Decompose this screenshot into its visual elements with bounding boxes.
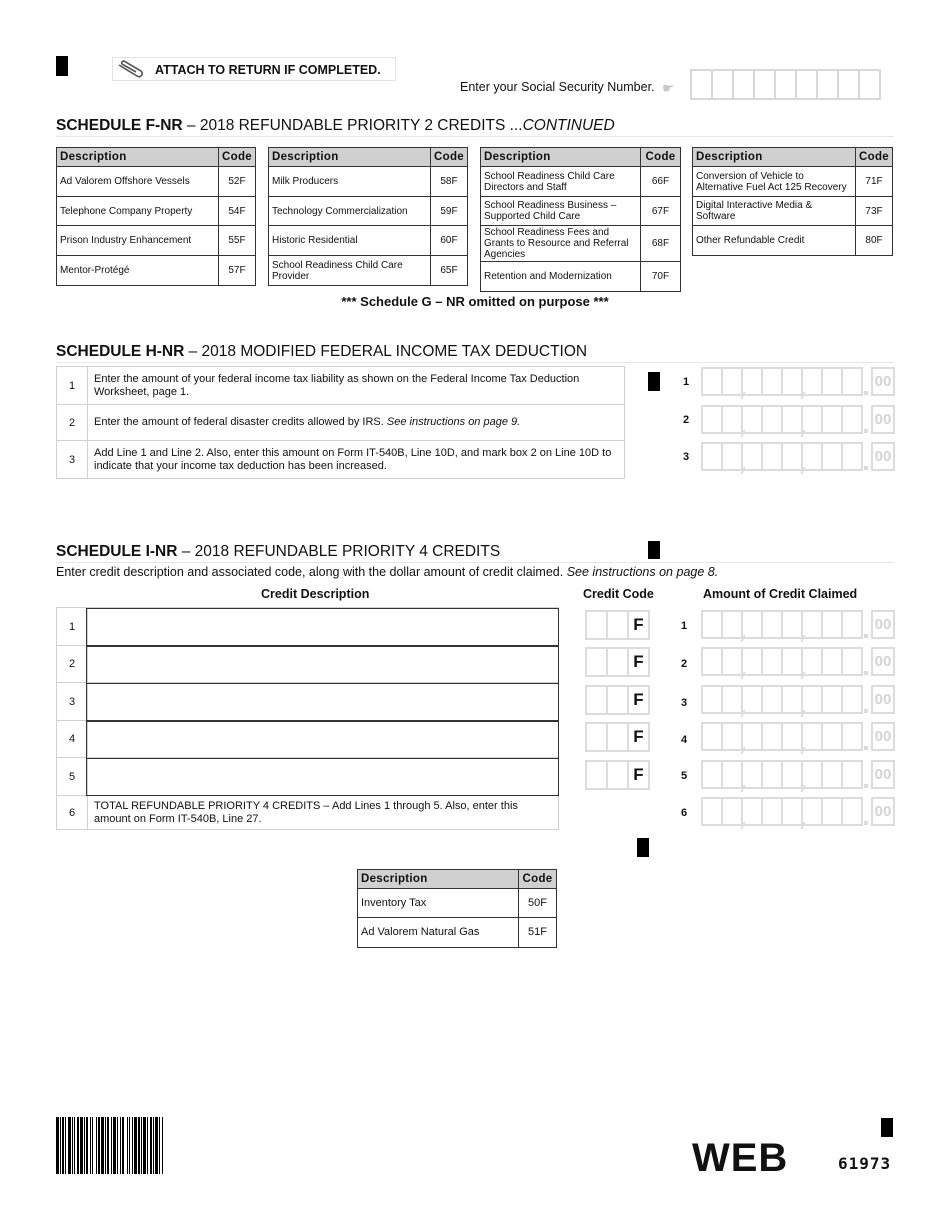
ssn-digit[interactable]	[816, 69, 839, 100]
line-label: 3	[680, 697, 688, 709]
credit-code: 50F	[519, 889, 557, 918]
column-header-amount: Amount of Credit Claimed	[703, 587, 858, 601]
schedule-g-omitted-note: *** Schedule G – NR omitted on purpose ***	[341, 294, 609, 309]
credit-description: School Readiness Child Care Provider	[269, 256, 431, 286]
amount-input-i6-total[interactable]	[701, 797, 895, 826]
cents-field: 00	[871, 797, 895, 826]
code-suffix: F	[627, 685, 650, 715]
credit-description: Technology Commercialization	[269, 197, 431, 226]
credit-description: Telephone Company Property	[57, 197, 219, 226]
credit-code: 71F	[856, 167, 893, 197]
credit-description-input[interactable]	[86, 646, 559, 684]
amount-input-h1[interactable]	[701, 367, 895, 396]
credit-code: 68F	[641, 226, 681, 262]
registration-mark-bottom-right	[881, 1118, 893, 1137]
ssn-digit[interactable]	[837, 69, 860, 100]
credit-description: Retention and Modernization	[481, 262, 641, 292]
column-header-description: Description	[57, 148, 219, 167]
credit-code-input[interactable]	[585, 722, 648, 752]
total-line-text: TOTAL REFUNDABLE PRIORITY 4 CREDITS – Add Lines 1 through 5. Also, enter this amount on Form IT-540B, Line 27.	[88, 796, 559, 830]
line-number: 6	[57, 796, 88, 830]
registration-mark-i-bottom	[637, 838, 649, 857]
schedule-h-lines	[56, 366, 625, 479]
cents-field: 00	[871, 367, 895, 396]
line-number: 4	[57, 721, 88, 758]
credit-description-input[interactable]	[86, 683, 559, 721]
line-label: 1	[680, 620, 688, 632]
credit-code: 66F	[641, 167, 681, 197]
credit-code: 54F	[219, 197, 256, 226]
amount-input-i3[interactable]	[701, 685, 895, 714]
credit-description: Mentor-Protégé	[57, 256, 219, 286]
credit-code-table-small	[357, 869, 557, 948]
registration-mark-h	[648, 372, 660, 391]
line-number: 2	[57, 646, 88, 683]
cents-field: 00	[871, 722, 895, 751]
cents-field: 00	[871, 610, 895, 639]
line-number: 3	[57, 683, 88, 721]
divider	[56, 362, 894, 363]
credit-code-input[interactable]	[585, 610, 648, 640]
line-text: Add Line 1 and Line 2. Also, enter this amount on Form IT-540B, Line 10D, and mark box 2 on Line 10D to indicate that your income tax deduction has been increased.	[88, 441, 625, 479]
schedule-h-title: SCHEDULE H-NR – 2018 MODIFIED FEDERAL INCOME TAX DEDUCTION	[56, 343, 588, 360]
credit-description: Ad Valorem Natural Gas	[358, 918, 519, 948]
column-header-credit-description: Credit Description	[261, 587, 370, 601]
ssn-digit[interactable]	[795, 69, 818, 100]
line-label: 6	[680, 807, 688, 819]
ssn-digit[interactable]	[711, 69, 734, 100]
ssn-digit[interactable]	[732, 69, 755, 100]
form-number: 61973	[838, 1154, 892, 1173]
credit-description: Digital Interactive Media & Software	[693, 197, 856, 226]
credit-description: School Readiness Child Care Directors and Staff	[481, 167, 641, 197]
divider	[56, 136, 894, 137]
column-header-code: Code	[431, 148, 468, 167]
credit-code-input[interactable]	[585, 647, 648, 677]
credit-code: 55F	[219, 226, 256, 256]
column-header-code: Code	[519, 870, 557, 889]
code-suffix: F	[627, 610, 650, 640]
schedule-i-instruction: Enter credit description and associated code, along with the dollar amount of credit claimed. See instructions on page 8.	[56, 565, 719, 579]
cents-field: 00	[871, 442, 895, 471]
code-suffix: F	[627, 647, 650, 677]
column-header-description: Description	[269, 148, 431, 167]
web-mark: WEB	[692, 1136, 789, 1180]
column-header-description: Description	[693, 148, 856, 167]
pointing-hand-icon: ☛	[662, 80, 675, 96]
ssn-input[interactable]	[690, 69, 879, 100]
amount-input-i5[interactable]	[701, 760, 895, 789]
line-label: 4	[680, 734, 688, 746]
line-label: 5	[680, 770, 688, 782]
attach-notice	[112, 57, 396, 81]
amount-input-i1[interactable]	[701, 610, 895, 639]
credit-code-table-3	[480, 147, 681, 292]
barcode	[56, 1117, 164, 1174]
line-label: 2	[682, 414, 690, 426]
ssn-label: Enter your Social Security Number.	[460, 80, 655, 94]
credit-description-input[interactable]	[86, 721, 559, 759]
credit-code-input[interactable]	[585, 685, 648, 715]
credit-description: Historic Residential	[269, 226, 431, 256]
line-number: 1	[57, 608, 88, 646]
credit-code: 70F	[641, 262, 681, 292]
cents-field: 00	[871, 685, 895, 714]
credit-code-table-4	[692, 147, 893, 256]
credit-code-table-1	[56, 147, 256, 286]
cents-field: 00	[871, 760, 895, 789]
ssn-digit[interactable]	[774, 69, 797, 100]
credit-description: School Readiness Fees and Grants to Resource and Referral Agencies	[481, 226, 641, 262]
line-number: 5	[57, 758, 88, 796]
line-number: 2	[57, 405, 88, 441]
amount-input-i2[interactable]	[701, 647, 895, 676]
credit-description-input[interactable]	[86, 608, 559, 646]
line-label: 2	[680, 658, 688, 670]
ssn-digit[interactable]	[753, 69, 776, 100]
credit-code: 65F	[431, 256, 468, 286]
column-header-code: Code	[641, 148, 681, 167]
credit-description: Milk Producers	[269, 167, 431, 197]
column-header-credit-code: Credit Code	[583, 587, 654, 601]
code-suffix: F	[627, 722, 650, 752]
credit-code: 51F	[519, 918, 557, 948]
line-number: 1	[57, 367, 88, 405]
registration-mark-i	[648, 541, 660, 559]
line-label: 3	[682, 451, 690, 463]
paperclip-icon	[115, 59, 147, 79]
credit-description: Inventory Tax	[358, 889, 519, 918]
code-suffix: F	[627, 760, 650, 790]
column-header-code: Code	[856, 148, 893, 167]
amount-input-h2[interactable]	[701, 405, 895, 434]
amount-input-h3[interactable]	[701, 442, 895, 471]
credit-description: Prison Industry Enhancement	[57, 226, 219, 256]
line-label: 1	[682, 376, 690, 388]
credit-code: 57F	[219, 256, 256, 286]
column-header-code: Code	[219, 148, 256, 167]
credit-description: Ad Valorem Offshore Vessels	[57, 167, 219, 197]
schedule-f-title: SCHEDULE F-NR – 2018 REFUNDABLE PRIORITY 2 CREDITS ...CONTINUED	[56, 117, 615, 134]
divider	[56, 562, 894, 563]
credit-code: 58F	[431, 167, 468, 197]
cents-field: 00	[871, 647, 895, 676]
schedule-i-title: SCHEDULE I-NR – 2018 REFUNDABLE PRIORITY 4 CREDITS	[56, 543, 501, 560]
credit-code: 67F	[641, 197, 681, 226]
credit-code: 52F	[219, 167, 256, 197]
credit-description: Conversion of Vehicle to Alternative Fuel Act 125 Recovery	[693, 167, 856, 197]
column-header-description: Description	[481, 148, 641, 167]
column-header-description: Description	[358, 870, 519, 889]
credit-description: School Readiness Business – Supported Child Care	[481, 197, 641, 226]
attach-text: ATTACH TO RETURN IF COMPLETED.	[155, 63, 381, 77]
credit-code: 60F	[431, 226, 468, 256]
line-text: Enter the amount of federal disaster credits allowed by IRS. See instructions on page 9.	[88, 405, 625, 441]
ssn-digit[interactable]	[858, 69, 881, 100]
credit-description-input[interactable]	[86, 758, 559, 796]
line-number: 3	[57, 441, 88, 479]
cents-field: 00	[871, 405, 895, 434]
credit-code: 59F	[431, 197, 468, 226]
ssn-digit[interactable]	[690, 69, 713, 100]
line-text: Enter the amount of your federal income tax liability as shown on the Federal Income Tax Deduction Worksheet, page 1.	[88, 367, 625, 405]
credit-code-input[interactable]	[585, 760, 648, 790]
credit-code-table-2	[268, 147, 468, 286]
credit-description: Other Refundable Credit	[693, 226, 856, 256]
credit-code: 80F	[856, 226, 893, 256]
registration-mark-top-left	[56, 56, 68, 76]
amount-input-i4[interactable]	[701, 722, 895, 751]
credit-code: 73F	[856, 197, 893, 226]
